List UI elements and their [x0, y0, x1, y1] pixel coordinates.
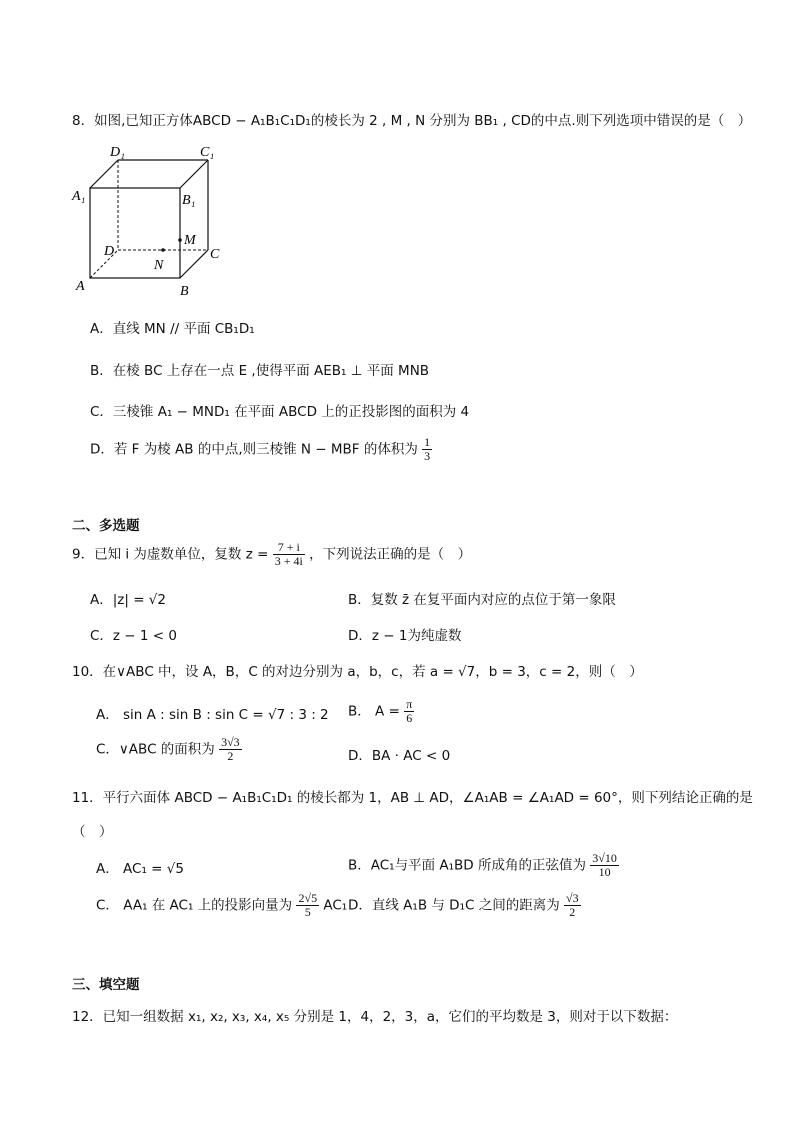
q8-option-d: [90, 436, 432, 463]
q11-option-c: C． AA₁ 在 AC₁ 上的投影向量为 $\frac{2√5}{5}$ AC₁: [96, 891, 348, 919]
label-M: M: [184, 233, 196, 248]
q11-option-d-fraction: $\frac{√3}{2}$: [566, 891, 579, 919]
q9-option-a: A．|z| = √2: [90, 592, 167, 608]
label-B: B: [180, 284, 189, 299]
q9-stem: 9．已知 i 为虚数单位，复数 z = $\frac{7 + i}{3 + 4i}$ ，下列说法正确的是（ ）: [72, 540, 472, 568]
section-2-title: 二、多选题: [72, 518, 140, 534]
q11-option-d: D．直线 A₁B 与 D₁C 之间的距离为 $\frac{√3}{2}$: [348, 891, 579, 919]
q11-option-b: B．AC₁与平面 A₁BD 所成角的正弦值为 $\frac{3√10}{10}$: [348, 851, 617, 879]
q10-option-b: B． A = $\frac{\pi}{6}$: [348, 697, 413, 725]
q10-option-b-fraction: $\frac{\pi}{6}$: [406, 697, 413, 725]
q11-option-b-fraction: $\frac{3√10}{10}$: [592, 851, 617, 879]
q8-option-b: B．在棱 BC 上存在一点 E ,使得平面 AEB₁ ⊥ 平面 MNB: [90, 363, 430, 379]
label-A: A: [76, 279, 85, 294]
cube-figure: [70, 140, 230, 300]
section-3-title: 三、填空题: [72, 977, 140, 993]
label-B1: B₁: [182, 193, 196, 208]
q8-option-c: C．三棱锥 A₁ − MND₁ 在平面 ABCD 上的正投影图的面积为 4: [90, 404, 470, 420]
q9-option-d: D．z − 1为纯虚数: [348, 628, 462, 644]
q11-paren: （ ）: [72, 824, 113, 840]
q9-option-b: B．复数 z̄ 在复平面内对应的点位于第一象限: [348, 592, 616, 608]
q10-option-d: D．BA · AC < 0: [348, 748, 451, 764]
label-D1: D₁: [110, 145, 125, 160]
q10-option-a: A． sin A : sin B : sin C = √7 : 3 : 2: [96, 707, 329, 723]
q8-stem: 8．如图,已知正方体ABCD − A₁B₁C₁D₁的棱长为 2 , M , N 分别为 BB₁ , CD的中点.则下列选项中错误的是（ ）: [72, 113, 752, 129]
q10-option-c: C．∨ABC 的面积为 $\frac{3√3}{2}$: [96, 735, 240, 763]
q8-option-d-fraction: $\frac{1}{3}$: [424, 435, 431, 463]
label-A1: A₁: [72, 189, 86, 204]
label-C1: C₁: [200, 145, 215, 160]
q10-option-c-fraction: $\frac{3√3}{2}$: [221, 735, 240, 763]
q9-fraction: $\frac{7 + i}{3 + 4i}$: [274, 540, 303, 568]
q8-option-d-text: D．若 F 为棱 AB 的中点,则三棱锥 N − MBF 的体积为: [90, 441, 418, 458]
q9-option-c: C．z − 1 < 0: [90, 628, 177, 644]
q10-stem: 10．在∨ABC 中，设 A，B，C 的对边分别为 a，b，c，若 a = √7，b = 3，c = 2，则（ ）: [72, 664, 643, 680]
q11-option-a: A． AC₁ = √5: [96, 861, 184, 877]
label-C: C: [210, 247, 220, 262]
q11-option-c-fraction: $\frac{2√5}{5}$: [298, 891, 318, 919]
label-N: N: [154, 258, 164, 273]
q12-stem: 12．已知一组数据 x₁, x₂, x₃, x₄, x₅ 分别是 1，4，2，3，a，它们的平均数是 3，则对于以下数据：: [72, 1009, 678, 1025]
q8-option-a: A．直线 MN // 平面 CB₁D₁: [90, 321, 255, 337]
q11-stem: 11．平行六面体 ABCD − A₁B₁C₁D₁ 的棱长都为 1，AB ⊥ AD，∠A₁AB = ∠A₁AD = 60°，则下列结论正确的是: [72, 790, 753, 806]
label-D: D: [104, 244, 115, 259]
